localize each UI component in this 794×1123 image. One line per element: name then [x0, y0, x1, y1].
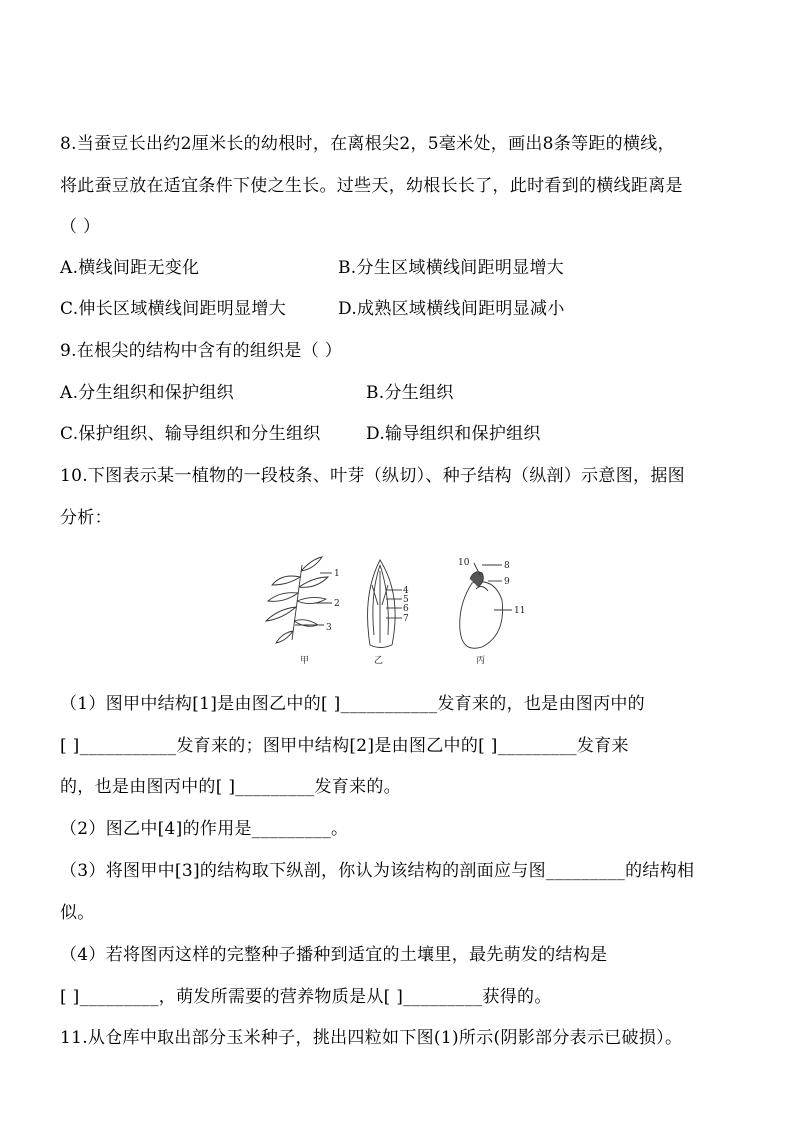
- q10-stem-line2: 分析：: [60, 508, 112, 528]
- label-yi-4: 4: [403, 586, 409, 596]
- q10-sub2: （2）图乙中[4]的作用是_________。: [60, 819, 349, 839]
- q10-sub1-line1: （1）图甲中结构[1]是由图乙中的[ ]___________发育来的，也是由图丙中的: [60, 694, 645, 714]
- q9-option-d: D.输导组织和保护组织: [366, 424, 541, 444]
- label-bing-11: 11: [514, 606, 526, 616]
- caption-jia: 甲: [300, 656, 310, 666]
- label-bing-9: 9: [504, 577, 510, 587]
- q10-sub1-line2: [ ]___________发育来的；图甲中结构[2]是由图乙中的[ ]_________发育来: [60, 736, 629, 756]
- figure-bing-seed: [460, 563, 512, 648]
- figure-yi-leaf-bud: [368, 560, 402, 648]
- q10-sub3-line2: 似。: [60, 903, 95, 923]
- q8-option-a: A.横线间距无变化: [60, 258, 200, 278]
- q8-option-b: B.分生区域横线间距明显增大: [338, 258, 565, 278]
- q8-stem-line3: （ ）: [60, 217, 101, 237]
- q8-stem-line1: 8.当蚕豆长出约2厘米长的幼根时，在离根尖2，5毫米处，画出8条等距的横线，: [60, 134, 675, 154]
- plant-diagram: [262, 555, 532, 667]
- label-jia-2: 2: [334, 599, 340, 609]
- q10-sub4-line1: （4）若将图丙这样的完整种子播种到适宜的土壤里，最先萌发的结构是: [60, 945, 608, 965]
- q9-option-c: C.保护组织、输导组织和分生组织: [60, 424, 321, 444]
- label-jia-1: 1: [334, 569, 340, 579]
- q10-sub3-line1: （3）将图甲中[3]的结构取下纵剖，你认为该结构的剖面应与图_________的结构相: [60, 861, 695, 881]
- label-bing-8: 8: [504, 561, 510, 571]
- q11-stem: 11.从仓库中取出部分玉米种子，挑出四粒如下图(1)所示(阴影部分表示已破损）。: [60, 1028, 683, 1048]
- q9-option-b: B.分生组织: [366, 383, 454, 403]
- label-bing-10: 10: [458, 558, 470, 568]
- q8-option-c: C.伸长区域横线间距明显增大: [60, 299, 287, 319]
- q9-stem: 9.在根尖的结构中含有的组织是（ ）: [60, 341, 343, 361]
- q8-option-d: D.成熟区域横线间距明显减小: [338, 299, 565, 319]
- q9-option-a: A.分生组织和保护组织: [60, 383, 234, 403]
- label-yi-7: 7: [403, 614, 409, 624]
- label-yi-5: 5: [403, 595, 409, 605]
- label-yi-6: 6: [403, 604, 409, 614]
- q8-stem-line2: 将此蚕豆放在适宜条件下使之生长。过些天，幼根长长了，此时看到的横线距离是: [60, 176, 683, 196]
- caption-yi: 乙: [374, 656, 384, 666]
- q10-sub1-line3: 的，也是由图丙中的[ ]_________发育来的。: [60, 777, 401, 797]
- label-jia-3: 3: [326, 623, 332, 633]
- q10-stem-line1: 10.下图表示某一植物的一段枝条、叶芽（纵切）、种子结构（纵剖）示意图，据图: [60, 466, 685, 486]
- q10-sub4-line2: [ ]_________，萌发所需要的营养物质是从[ ]_________获得的。: [60, 987, 552, 1007]
- figure-jia-branch: [266, 557, 332, 643]
- plant-structure-figure: [262, 555, 532, 667]
- caption-bing: 丙: [476, 656, 486, 666]
